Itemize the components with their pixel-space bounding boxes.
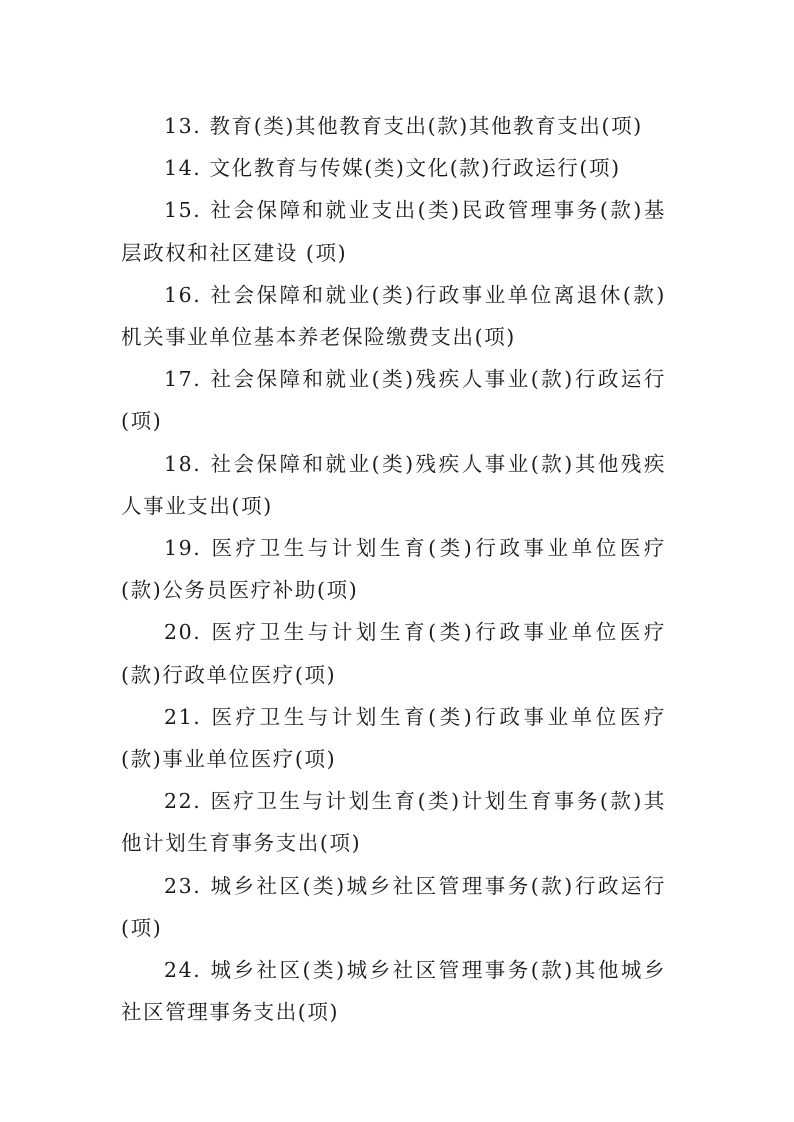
- list-item-23: 23. 城乡社区(类)城乡社区管理事务(款)行政运行(项): [121, 873, 666, 940]
- list-item-24: 24. 城乡社区(类)城乡社区管理事务(款)其他城乡社区管理事务支出(项): [121, 958, 666, 1025]
- list-item-16: 16. 社会保障和就业(类)行政事业单位离退休(款)机关事业单位基本养老保险缴费支出(项): [121, 282, 666, 350]
- list-item-14: 14. 文化教育与传媒(类)文化(款)行政运行(项): [164, 156, 621, 181]
- list-item-18: 18. 社会保障和就业(类)残疾人事业(款)其他残疾人事业支出(项): [121, 451, 666, 518]
- list-item-13: 13. 教育(类)其他教育支出(款)其他教育支出(项): [164, 114, 643, 138]
- budget-item-list: [121, 105, 666, 1033]
- list-item-17: 17. 社会保障和就业(类)残疾人事业(款)行政运行(项): [121, 367, 666, 434]
- list-item-20: 20. 医疗卫生与计划生育(类)行政事业单位医疗(款)行政单位医疗(项): [121, 620, 666, 687]
- list-item-21: 21. 医疗卫生与计划生育(类)行政事业单位医疗(款)事业单位医疗(项): [121, 704, 666, 772]
- list-item-22: 22. 医疗卫生与计划生育(类)计划生育事务(款)其他计划生育事务支出(项): [121, 789, 666, 856]
- list-item-15: 15. 社会保障和就业支出(类)民政管理事务(款)基层政权和社区建设 (项): [121, 198, 666, 265]
- list-item-19: 19. 医疗卫生与计划生育(类)行政事业单位医疗(款)公务员医疗补助(项): [121, 536, 666, 603]
